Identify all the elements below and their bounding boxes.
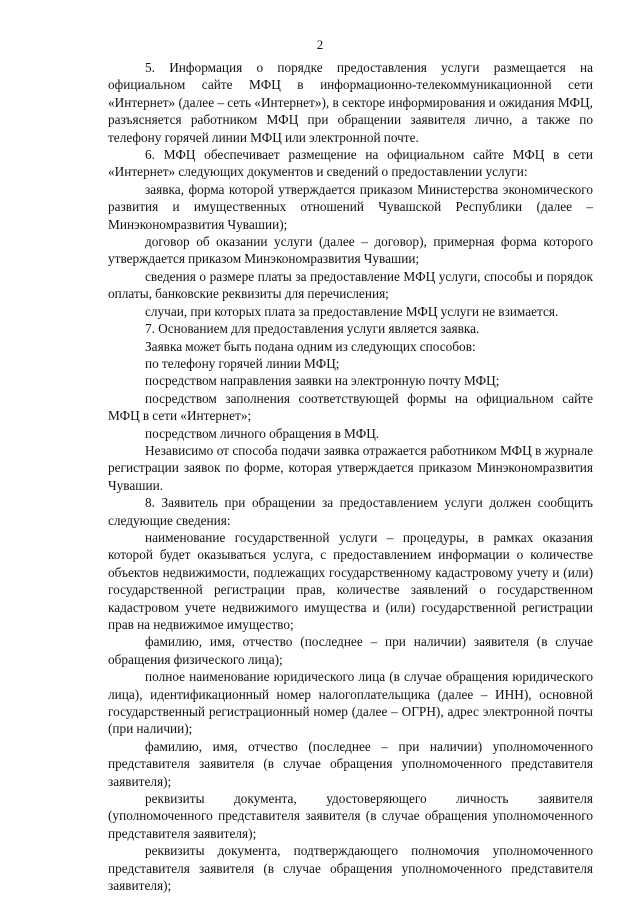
paragraph-7-basis: 7. Основанием для предоставления услуги является заявка. bbox=[145, 321, 480, 337]
list-item-application-form: заявка, форма которой утверждается приказом Министерства экономического развития и имущественных отношений Чувашской Республики (далее – Минэкономразвития Чувашии); bbox=[108, 181, 593, 232]
list-item-service-contract: договор об оказании услуги (далее – договор), примерная форма которого утверждается приказом Минэкономразвития Чувашии; bbox=[108, 234, 593, 267]
list-item-in-person: посредством личного обращения в МФЦ. bbox=[145, 425, 380, 441]
list-item-hotline: по телефону горячей линии МФЦ; bbox=[145, 355, 340, 371]
list-item-legal-entity: полное наименование юридического лица (в случае обращения юридического лица), идентификационный номер налогоплательщика (далее – ИНН), основной государственный регистрационный номер (далее – ОГРН), адрес электронной почты (при наличии); bbox=[108, 669, 593, 737]
paragraph-5-info-placement: 5. Информация о порядке предоставления услуги размещается на официальном сайте МФЦ в информационно-телекоммуникационной сети «Интернет» (далее – сеть «Интернет»), в секторе информирования и ожидания МФЦ, разъясняется работником МФЦ при обращении заявителя лично, а также по телефону горячей линии МФЦ или электронной почте. bbox=[108, 60, 593, 145]
list-item-service-name: наименование государственной услуги – процедуры, в рамках оказания которой будет оказываться услуга, с предоставлением информации о количестве объектов недвижимости, подлежащих государственному кадастровому учету и (или) государственной регистрации прав, количестве заявлений о государственном кадастровом учете недвижимого имущества и (или) государственной регистрации прав на недвижимое имущество; bbox=[108, 529, 593, 632]
list-item-applicant-name: фамилию, имя, отчество (последнее – при наличии) заявителя (в случае обращения физического лица); bbox=[108, 634, 593, 667]
paragraph-6-site-documents: 6. МФЦ обеспечивает размещение на официальном сайте МФЦ в сети «Интернет» следующих документов и сведений о предоставлении услуги: bbox=[108, 147, 593, 180]
list-item-identity-document: реквизиты документа, удостоверяющего личность заявителя (уполномоченного представителя заявителя (в случае обращения уполномоченного представителя заявителя); bbox=[108, 791, 593, 841]
paragraph-submission-methods: Заявка может быть подана одним из следующих способов: bbox=[145, 338, 476, 354]
list-item-web-form: посредством заполнения соответствующей формы на официальном сайте МФЦ в сети «Интернет»; bbox=[108, 390, 593, 424]
paragraph-8-required-info: 8. Заявитель при обращении за предоставлением услуги должен сообщить следующие сведения: bbox=[108, 495, 593, 528]
list-item-authority-document: реквизиты документа, подтверждающего полномочия уполномоченного представителя заявителя (в случае обращения уполномоченного представителя заявителя); bbox=[108, 843, 593, 894]
paragraph-registration-journal: Независимо от способа подачи заявка отражается работником МФЦ в журнале регистрации заявок по форме, которая утверждается приказом Минэкономразвития Чувашии. bbox=[108, 442, 593, 493]
list-item-fee-info: сведения о размере платы за предоставление МФЦ услуги, способы и порядок оплаты, банковские реквизиты для перечисления; bbox=[108, 268, 593, 302]
list-item-fee-exemptions: случаи, при которых плата за предоставление МФЦ услуги не взимается. bbox=[145, 303, 559, 319]
page-number: 2 bbox=[316, 37, 324, 52]
list-item-email: посредством направления заявки на электронную почту МФЦ; bbox=[145, 373, 500, 389]
document-body bbox=[108, 59, 593, 895]
list-item-representative-name: фамилию, имя, отчество (последнее – при наличии) уполномоченного представителя заявителя (в случае обращения уполномоченного представителя заявителя); bbox=[108, 738, 593, 789]
